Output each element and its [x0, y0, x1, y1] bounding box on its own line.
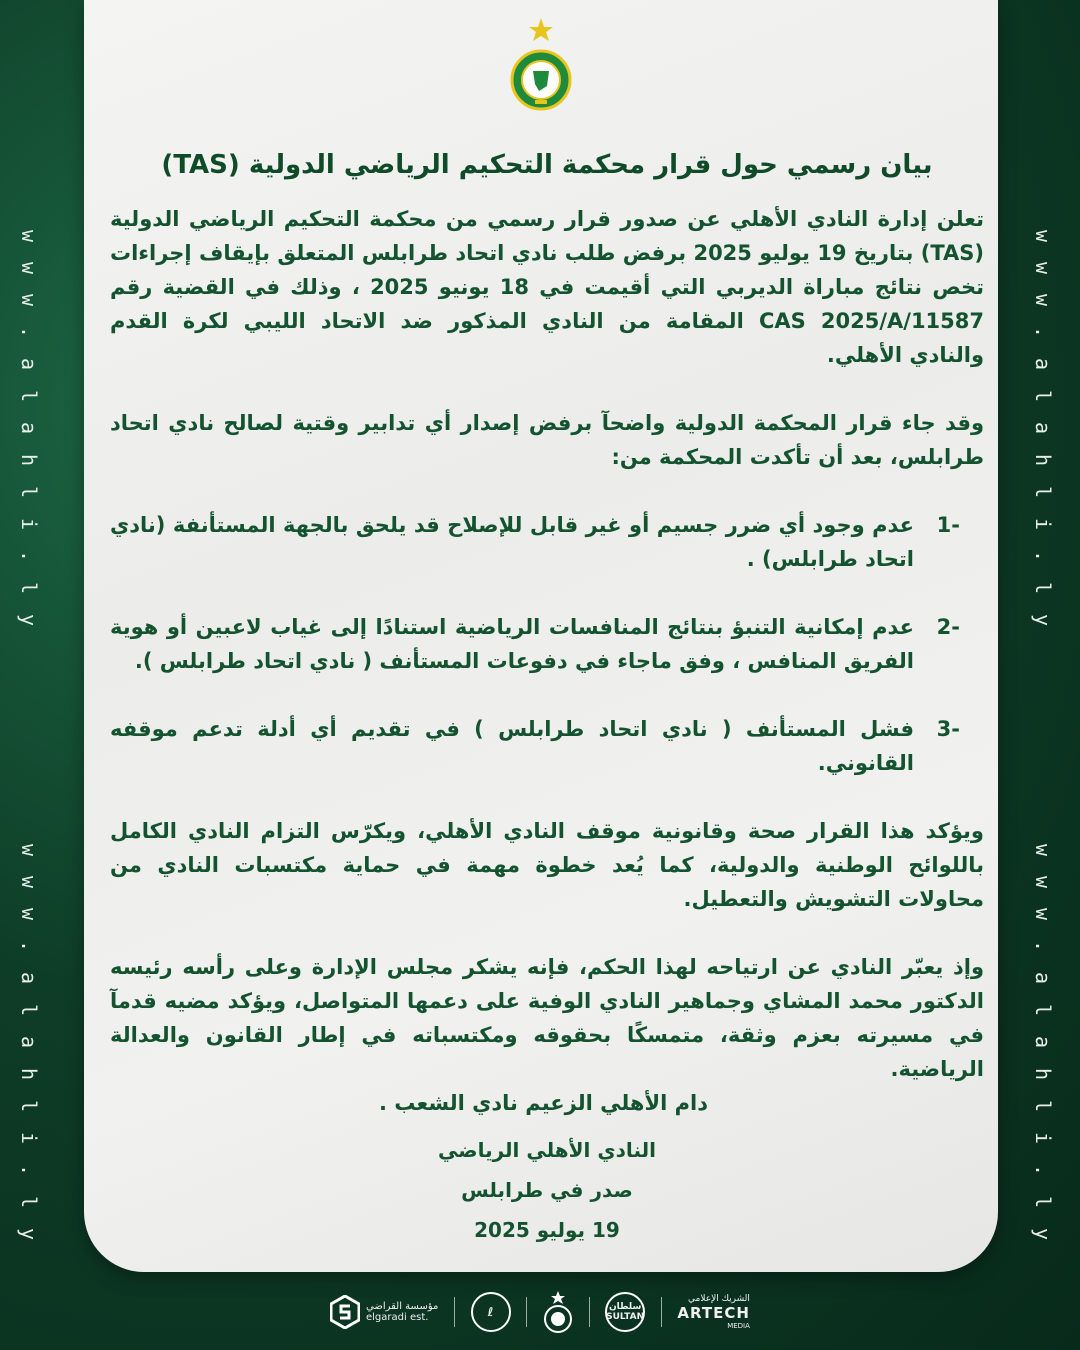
website-char: l — [16, 581, 41, 595]
paragraph-thanks: وإذ يعبّر النادي عن ارتياحه لهذا الحكم، فإنه يشكر مجلس الإدارة وعلى رأسه رئيسه الدكتور محمد المشاي وجماهير النادي الوفية على دعمها المتواصل، ويؤكد مضيه قدمآ في مسيرته بعزم وثقة، متمسكًا بحقوقه ومكتسباته في إطار القانون والعدالة الرياضية. — [110, 955, 984, 1081]
website-char: y — [1030, 1227, 1055, 1241]
website-char: w — [16, 875, 41, 889]
website-char: l — [16, 1099, 41, 1113]
website-char: h — [16, 453, 41, 467]
website-char: w — [1030, 843, 1055, 857]
sultan-english: SULTAN — [606, 1312, 645, 1322]
list-item-number: -3 — [936, 717, 960, 741]
website-char: l — [1030, 485, 1055, 499]
website-char: a — [1030, 357, 1055, 371]
signature-place: صدر في طرابلس — [461, 1178, 633, 1202]
list-item-3 — [110, 712, 984, 780]
sponsor-elgaradi — [330, 1295, 438, 1329]
list-item-text: عدم إمكانية التنبؤ بنتائج المنافسات الرياضية استنادًا إلى غياب لاعبين أو هوية الفريق المنافس ، وفق ماجاء في دفوعات المستأنف ( نادي اتحاد طرابلس ). — [110, 615, 914, 673]
website-char: w — [1030, 907, 1055, 921]
side-website-right-bottom — [1030, 834, 1055, 1250]
website-char: i — [16, 517, 41, 531]
website-char: a — [16, 421, 41, 435]
list-item-number: -1 — [936, 513, 960, 537]
sponsor-circle-logo-icon: ℓ — [471, 1292, 511, 1332]
side-website-left-bottom — [16, 834, 41, 1250]
website-char: a — [1030, 1035, 1055, 1049]
website-char: w — [1030, 875, 1055, 889]
website-char: w — [1030, 261, 1055, 275]
website-char: w — [16, 293, 41, 307]
website-char: l — [16, 389, 41, 403]
sponsor-divider — [454, 1297, 455, 1327]
artech-name: ARTECH — [677, 1304, 750, 1322]
side-website-left — [14, 220, 44, 1250]
website-char: . — [1030, 1163, 1055, 1177]
website-char: . — [16, 549, 41, 563]
club-logo-icon — [509, 16, 573, 116]
sponsor-divider — [661, 1297, 662, 1327]
list-item-2 — [110, 610, 984, 678]
side-website-right-top — [1030, 220, 1055, 636]
website-char: l — [1030, 581, 1055, 595]
website-char: w — [16, 907, 41, 921]
website-char: a — [16, 1035, 41, 1049]
artech-sub: MEDIA — [727, 1322, 750, 1330]
elgaradi-english: elgaradi est. — [366, 1312, 429, 1323]
website-char: a — [1030, 971, 1055, 985]
website-char: w — [16, 229, 41, 243]
website-char: . — [16, 1163, 41, 1177]
signature-club: النادي الأهلي الرياضي — [438, 1138, 656, 1162]
statement-title: بيان رسمي حول قرار محكمة التحكيم الرياضي الدولية (TAS) — [161, 150, 933, 180]
list-item-number: -2 — [936, 615, 960, 639]
side-website-left-top — [16, 220, 41, 636]
website-char: y — [16, 1227, 41, 1241]
paragraph-decision: وقد جاء قرار المحكمة الدولية واضحآ برفض إصدار أي تدابير وقتية لصالح نادي اتحاد طرابلس، بعد أن تأكدت المحكمة من: — [110, 411, 984, 469]
club-slogan: دام الأهلي الزعيم نادي الشعب . — [379, 1091, 708, 1115]
website-char: l — [1030, 1195, 1055, 1209]
website-char: w — [16, 261, 41, 275]
website-char: h — [1030, 453, 1055, 467]
website-char: a — [1030, 421, 1055, 435]
website-char: y — [1030, 613, 1055, 627]
website-char: . — [1030, 549, 1055, 563]
sponsor-bar — [330, 1286, 750, 1338]
list-item-text: فشل المستأنف ( نادي اتحاد طرابلس ) في تقديم أي أدلة تدعم موقفه القانوني. — [110, 717, 914, 775]
website-char: w — [16, 843, 41, 857]
website-char: l — [1030, 389, 1055, 403]
website-char: . — [1030, 939, 1055, 953]
side-website-right — [1028, 220, 1058, 1250]
paragraph-intro: تعلن إدارة النادي الأهلي عن صدور قرار رسمي من محكمة التحكيم الرياضي الدولية (TAS) بتاريخ 19 يوليو 2025 برفض طلب نادي اتحاد طرابلس المتعلق بإيقاف إجراءات تخص نتائج مباراة الديربي التي أقيمت في 18 يونيو 2025 ، وذلك في القضية رقم CAS 2025/A/11587 المقامة من النادي المذكور ضد الاتحاد الليبي لكرة القدم والنادي الأهلي. — [110, 207, 985, 367]
website-char: l — [16, 485, 41, 499]
statement-content — [110, 150, 984, 1250]
website-char: i — [1030, 1131, 1055, 1145]
signature-date: 19 يوليو 2025 — [474, 1218, 620, 1242]
list-item-text: عدم وجود أي ضرر جسيم أو غير قابل للإصلاح قد يلحق بالجهة المستأنفة (نادي اتحاد طرابلس) . — [110, 513, 914, 571]
media-partner-label: الشريك الإعلامي — [688, 1294, 750, 1304]
paragraph-affirmation: ويؤكد هذا القرار صحة وقانونية موقف النادي الأهلي، ويكرّس التزام النادي الكامل باللوائح الوطنية والدولية، كما يُعد خطوة مهمة في حماية مكتسبات النادي من محاولات التشويش والتعطيل. — [110, 819, 984, 911]
website-char: l — [16, 1195, 41, 1209]
sponsor-divider — [526, 1297, 527, 1327]
sponsor-divider — [589, 1297, 590, 1327]
club-mini-logo-icon — [543, 1290, 573, 1334]
website-char: l — [1030, 1003, 1055, 1017]
website-char: w — [1030, 293, 1055, 307]
website-char: y — [16, 613, 41, 627]
elgaradi-logo-icon — [330, 1295, 360, 1329]
website-char: h — [1030, 1067, 1055, 1081]
website-char: i — [16, 1131, 41, 1145]
website-char: a — [16, 971, 41, 985]
website-char: w — [1030, 229, 1055, 243]
website-char: . — [1030, 325, 1055, 339]
website-char: h — [16, 1067, 41, 1081]
list-item-1 — [110, 508, 984, 576]
website-char: a — [16, 357, 41, 371]
sultan-arabic: سلطان — [608, 1302, 642, 1312]
website-char: . — [16, 325, 41, 339]
sponsor-artech — [677, 1294, 750, 1330]
website-char: . — [16, 939, 41, 953]
website-char: l — [16, 1003, 41, 1017]
sponsor-sultan — [605, 1292, 645, 1332]
elgaradi-arabic: مؤسسة القراضي — [366, 1301, 439, 1312]
website-char: i — [1030, 517, 1055, 531]
website-char: l — [1030, 1099, 1055, 1113]
statement-paper — [84, 0, 998, 1272]
